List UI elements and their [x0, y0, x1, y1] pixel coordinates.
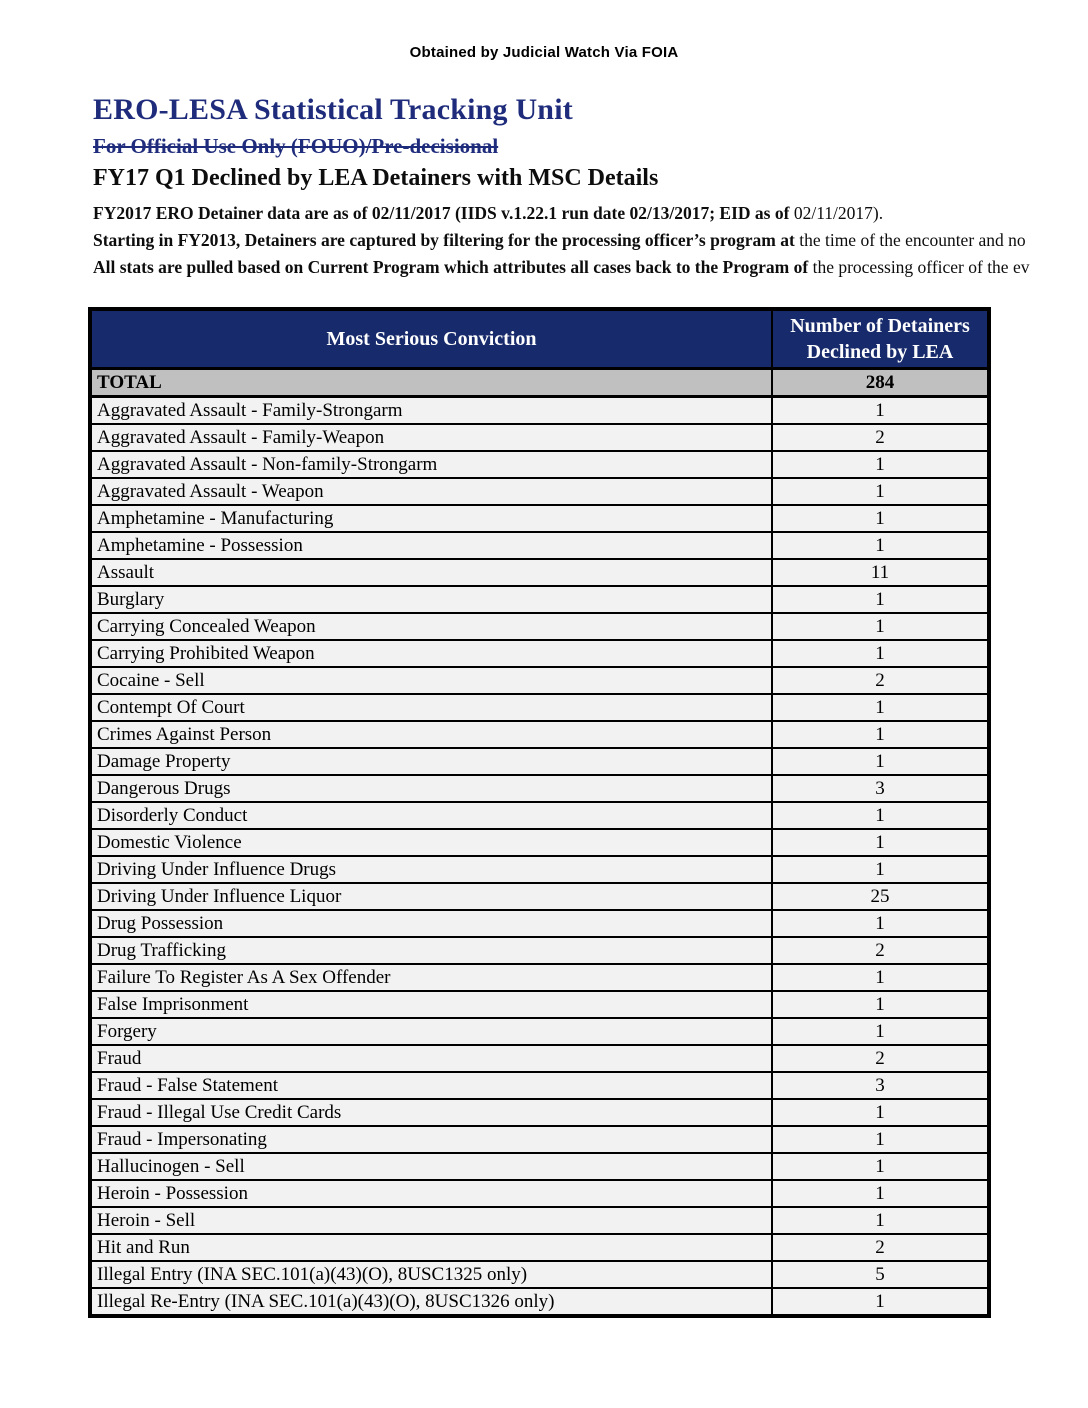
count-cell: 1	[772, 505, 989, 532]
count-cell: 1	[772, 1099, 989, 1126]
count-cell: 1	[772, 640, 989, 667]
conviction-cell: Driving Under Influence Drugs	[90, 856, 772, 883]
table-row	[90, 883, 989, 910]
table-row	[90, 1207, 989, 1234]
note-text-bold: Starting in FY2013, Detainers are captured by filtering for the processing officer’s program at	[93, 230, 795, 250]
column-header-conviction: Most Serious Conviction	[90, 309, 772, 369]
conviction-cell: Assault	[90, 559, 772, 586]
conviction-cell: Drug Trafficking	[90, 937, 772, 964]
count-cell: 1	[772, 829, 989, 856]
table-row	[90, 802, 989, 829]
count-cell: 25	[772, 883, 989, 910]
note-text-bold: FY2017 ERO Detainer data are as of 02/11/2017 (IIDS v.1.22.1 run date 02/13/2017; EID as of	[93, 203, 790, 223]
table-row	[90, 694, 989, 721]
conviction-cell: Fraud - False Statement	[90, 1072, 772, 1099]
table-row	[90, 910, 989, 937]
conviction-cell: Carrying Concealed Weapon	[90, 613, 772, 640]
table-row	[90, 1018, 989, 1045]
conviction-cell: Amphetamine - Possession	[90, 532, 772, 559]
table-row	[90, 559, 989, 586]
conviction-cell: Dangerous Drugs	[90, 775, 772, 802]
conviction-cell: Damage Property	[90, 748, 772, 775]
count-cell: 1	[772, 910, 989, 937]
conviction-cell: Fraud - Impersonating	[90, 1126, 772, 1153]
table-row	[90, 1126, 989, 1153]
conviction-cell: Heroin - Sell	[90, 1207, 772, 1234]
table-row	[90, 451, 989, 478]
table-row	[90, 640, 989, 667]
count-cell: 1	[772, 478, 989, 505]
conviction-cell: Forgery	[90, 1018, 772, 1045]
table-row	[90, 667, 989, 694]
conviction-cell: Aggravated Assault - Family-Weapon	[90, 424, 772, 451]
count-cell: 2	[772, 1234, 989, 1261]
table-row	[90, 829, 989, 856]
header-row	[90, 309, 989, 369]
conviction-cell: Aggravated Assault - Non-family-Strongarm	[90, 451, 772, 478]
table-row	[90, 424, 989, 451]
conviction-cell: False Imprisonment	[90, 991, 772, 1018]
conviction-cell: Disorderly Conduct	[90, 802, 772, 829]
count-cell: 1	[772, 532, 989, 559]
count-cell: 1	[772, 451, 989, 478]
table-body	[90, 369, 989, 1317]
count-cell: 1	[772, 1180, 989, 1207]
table-row	[90, 721, 989, 748]
page-title: ERO-LESA Statistical Tracking Unit	[93, 93, 573, 126]
table-row	[90, 1261, 989, 1288]
conviction-cell: Hallucinogen - Sell	[90, 1153, 772, 1180]
report-subtitle: FY17 Q1 Declined by LEA Detainers with MSC Details	[93, 165, 659, 191]
table-header	[90, 309, 989, 369]
count-cell: 1	[772, 1207, 989, 1234]
table-row	[90, 1180, 989, 1207]
conviction-cell: Burglary	[90, 586, 772, 613]
conviction-cell: Aggravated Assault - Family-Strongarm	[90, 397, 772, 425]
conviction-cell: Carrying Prohibited Weapon	[90, 640, 772, 667]
note-line	[93, 254, 1088, 281]
count-cell: 1	[772, 802, 989, 829]
count-cell: 1	[772, 856, 989, 883]
note-line	[93, 227, 1088, 254]
conviction-cell: Failure To Register As A Sex Offender	[90, 964, 772, 991]
conviction-cell: Driving Under Influence Liquor	[90, 883, 772, 910]
table-row	[90, 1153, 989, 1180]
table-row	[90, 1099, 989, 1126]
count-cell: 2	[772, 1045, 989, 1072]
total-label-cell: TOTAL	[90, 369, 772, 397]
table-row	[90, 937, 989, 964]
conviction-cell: Hit and Run	[90, 1234, 772, 1261]
note-line	[93, 200, 1088, 227]
conviction-cell: Cocaine - Sell	[90, 667, 772, 694]
count-cell: 1	[772, 748, 989, 775]
table-row	[90, 964, 989, 991]
conviction-cell: Fraud	[90, 1045, 772, 1072]
table-row	[90, 613, 989, 640]
count-cell: 2	[772, 937, 989, 964]
note-text: the processing officer of the ev	[808, 257, 1030, 277]
table-row	[90, 532, 989, 559]
total-value-cell: 284	[772, 369, 989, 397]
fouo-marking: For Official Use Only (FOUO)/Pre-decisional	[93, 134, 499, 158]
conviction-cell: Domestic Violence	[90, 829, 772, 856]
foia-watermark: Obtained by Judicial Watch Via FOIA	[409, 44, 679, 61]
count-cell: 1	[772, 613, 989, 640]
count-cell: 1	[772, 1126, 989, 1153]
total-row	[90, 369, 989, 397]
table-row	[90, 586, 989, 613]
conviction-cell: Aggravated Assault - Weapon	[90, 478, 772, 505]
report-notes	[93, 200, 1088, 281]
conviction-cell: Crimes Against Person	[90, 721, 772, 748]
table-row	[90, 1234, 989, 1261]
note-text-bold: All stats are pulled based on Current Program which attributes all cases back to the Program of	[93, 257, 809, 277]
table-row	[90, 775, 989, 802]
count-cell: 5	[772, 1261, 989, 1288]
count-cell: 1	[772, 964, 989, 991]
note-text: 02/11/2017).	[789, 203, 884, 223]
count-cell: 1	[772, 991, 989, 1018]
count-cell: 2	[772, 667, 989, 694]
table-row	[90, 991, 989, 1018]
count-cell: 1	[772, 1288, 989, 1316]
conviction-cell: Contempt Of Court	[90, 694, 772, 721]
conviction-cell: Drug Possession	[90, 910, 772, 937]
table-row	[90, 856, 989, 883]
column-header-count: Number of Detainers Declined by LEA	[772, 309, 989, 369]
table-row	[90, 505, 989, 532]
conviction-cell: Heroin - Possession	[90, 1180, 772, 1207]
count-cell: 3	[772, 775, 989, 802]
table-row	[90, 397, 989, 425]
count-cell: 3	[772, 1072, 989, 1099]
count-cell: 2	[772, 424, 989, 451]
table-row	[90, 748, 989, 775]
count-cell: 1	[772, 694, 989, 721]
conviction-cell: Illegal Re-Entry (INA SEC.101(a)(43)(O), 8USC1326 only)	[90, 1288, 772, 1316]
count-cell: 1	[772, 721, 989, 748]
table-row	[90, 478, 989, 505]
conviction-cell: Illegal Entry (INA SEC.101(a)(43)(O), 8USC1325 only)	[90, 1261, 772, 1288]
count-cell: 1	[772, 397, 989, 425]
table-row	[90, 1045, 989, 1072]
table-row	[90, 1072, 989, 1099]
msc-detainer-table	[88, 307, 991, 1318]
count-cell: 1	[772, 586, 989, 613]
conviction-cell: Amphetamine - Manufacturing	[90, 505, 772, 532]
count-cell: 1	[772, 1018, 989, 1045]
count-cell: 11	[772, 559, 989, 586]
count-cell: 1	[772, 1153, 989, 1180]
note-text: the time of the encounter and no	[794, 230, 1026, 250]
conviction-cell: Fraud - Illegal Use Credit Cards	[90, 1099, 772, 1126]
table-row	[90, 1288, 989, 1316]
